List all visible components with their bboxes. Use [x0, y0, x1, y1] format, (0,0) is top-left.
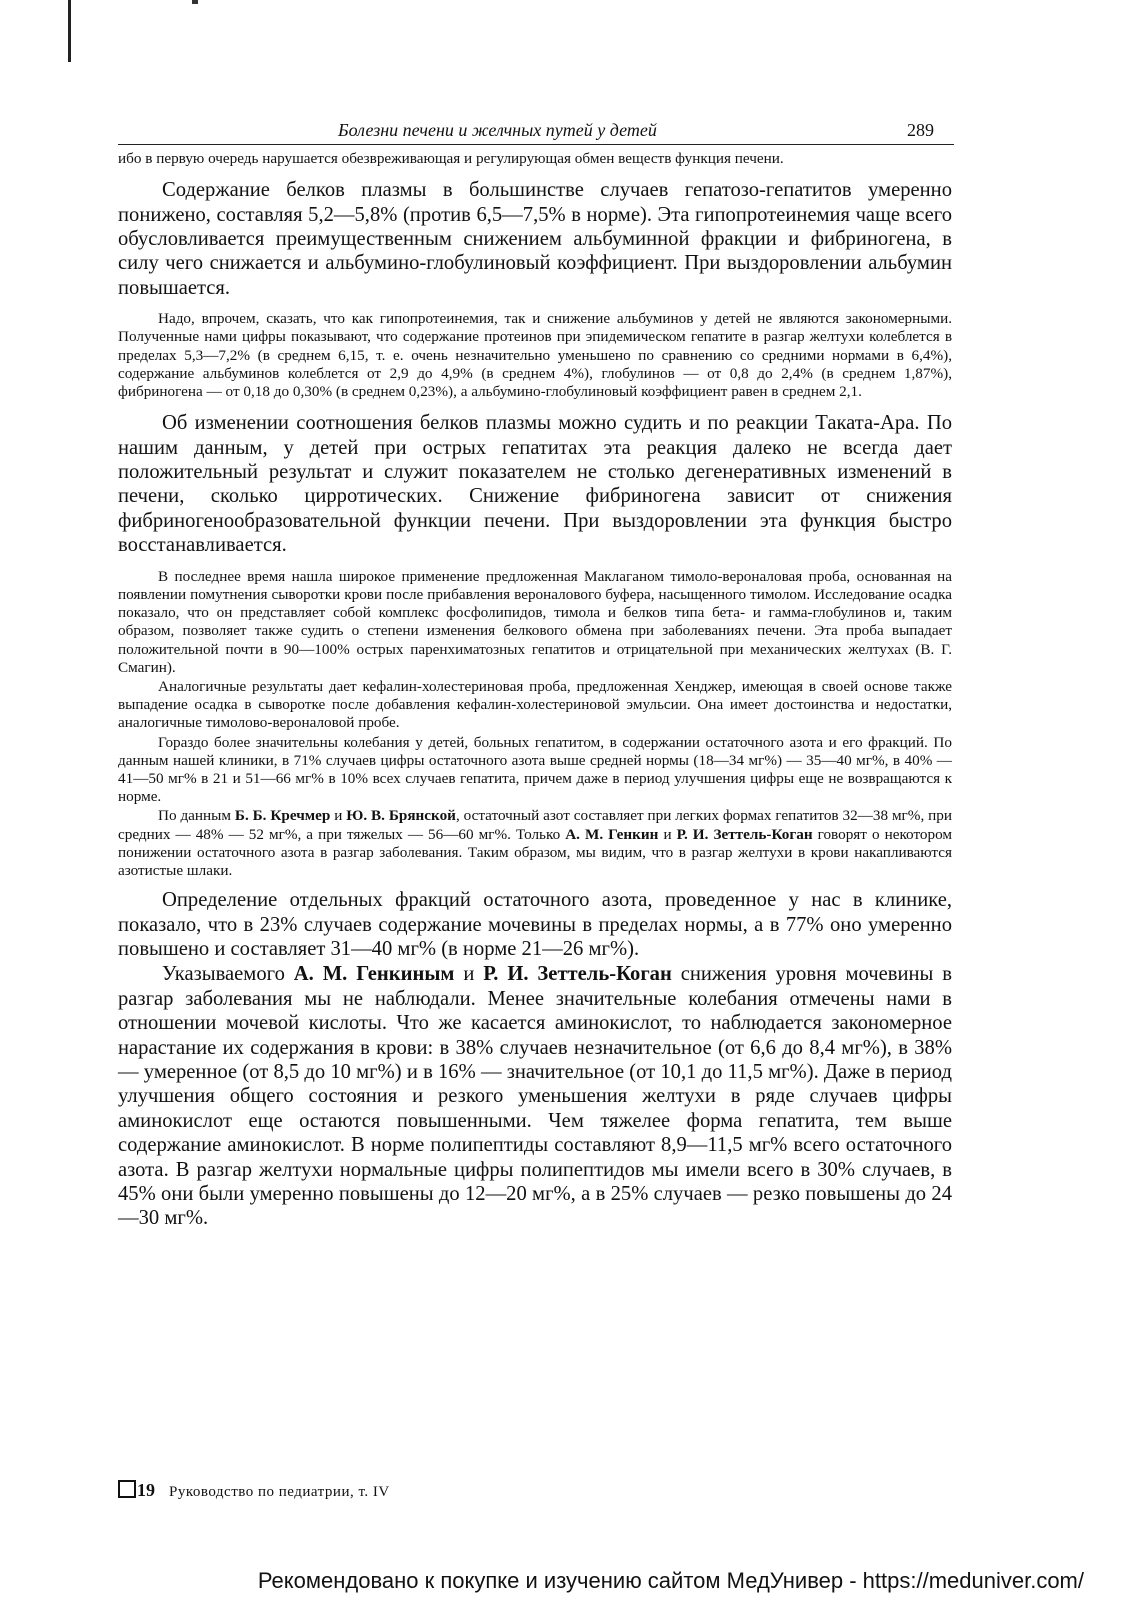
paragraph-7: Гораздо более значительны колебания у детей, больных гепатитом, в содержании остаточного азота и его фракций. По данным нашей клиники, в 71% случаев цифры остаточного азота выше средней нормы (18—34 мг%) — 35—40 мг%, в 40% — 41—50 мг% в 21 и 51—66 мг% в 10% всех случаев гепатита, причем даже в период улучшения цифры еще не возвращаются к норме. — [118, 733, 952, 806]
author-name-zettel-kogan: Р. И. Зеттель-Коган — [676, 825, 813, 843]
paragraph-10-text-2: снижения уровня мочевины в разгар заболевания мы не наблюдали. Менее значительные колебания отмечены нами в отношении мочевой кислоты. Что же касается аминокислот, то наблюдается закономерное нарастание их содержания в крови: в 38% случаев незначительное (от 6,6 до 8,4 мг%), в 38% — умеренное (от 8,5 до 10 мг%) и в 16% — значительное (от 10,1 до 11,5 мг%). Даже в период улучшения общего состояния и резкого уменьшения желтухи в ряде случаев цифры аминокислот еще остаются повышенными. Чем тяжелее форма гепатита, тем выше содержание аминокислот. В норме полипептиды составляют 8,9—11,5 мг% всего остаточного азота. В разгар желтухи нормальные цифры полипептидов мы имели всего в 30% случаев, в 45% они были умеренно повышены до 12—20 мг%, а в 25% случаев — резко повышены до 24—30 мг%. — [118, 963, 952, 1230]
paragraph-3: Надо, впрочем, сказать, что как гипопротеинемия, так и снижение альбуминов у детей не являются закономерными. Полученные нами цифры показывают, что содержание протеинов при эпидемическом гепатите в разгар желтухи колеблется в пределах 5,3—7,2% (в среднем 6,15, т. е. очень незначительно уменьшено по сравнению со средними нормами в 6,4%), содержание альбуминов колеблется от 2,9 до 4,9% (в среднем 4%), глобулинов — от 0,8 до 2,4% (в среднем 1,87%), фибриногена — от 0,18 до 0,30% (в среднем 0,23%), а альбумино-глобулиновый коэффициент равен в среднем 2,1. — [118, 310, 952, 401]
author-name-krechmer: Б. Б. Кречмер — [234, 807, 331, 825]
author-name-genkin-2: А. М. Генкиным — [293, 963, 455, 986]
running-title: Болезни печени и желчных путей у детей — [338, 120, 657, 140]
paragraph-8 — [118, 807, 952, 880]
author-name-genkin: А. М. Генкин — [565, 825, 659, 843]
paragraph-6: Аналогичные результаты дает кефалин-холестериновая проба, предложенная Хенджер, имеющая в своей основе также выпадение осадка в сыворотке после добавления кефалин-холестериновой эмульсии. Она имеет достоинства и недостатки, аналогичные тимолово-вероналовой пробе. — [118, 677, 952, 732]
paragraph-5: В последнее время нашла широкое применение предложенная Маклаганом тимоло-вероналовая проба, основанная на появлении помутнения сыворотки крови после прибавления вероналового буфера, насыщенного тимолом. Исследование осадка показало, что он представляет собой комплекс фосфолипидов, тимола и белков типа бета- и гамма-глобулинов и, таким образом, позволяет также судить о степени изменения белкового обмена при заболеваниях печени. Эта проба выпадает положительной почти в 90—100% острых паренхиматозных гепатитов и отрицательной при механических желтухах (В. Г. Смагин). — [118, 567, 952, 676]
paragraph-10 — [118, 962, 952, 1230]
page-body — [118, 150, 952, 1231]
signature-box-icon — [118, 1480, 136, 1498]
paragraph-10-text-1: Указываемого — [162, 963, 294, 986]
book-title: Руководство по педиатрии, т. IV — [169, 1484, 390, 1500]
paragraph-8-text-1: По данным — [158, 807, 235, 825]
author-name-zettel-kogan-2: Р. И. Зеттель-Коган — [483, 963, 672, 986]
paragraph-4: Об изменении соотношения белков плазмы можно судить и по реакции Таката-Ара. По нашим данным, у детей при острых гепатитах эта реакция далеко не всегда дает положительный результат и служит показателем не столько дегенеративных изменений в печени, сколько цирротических. Снижение фибриногена зависит от снижения фибриногенообразовательной функции печени. При выздоровлении эта функция быстро восстанавливается. — [118, 412, 952, 557]
paragraph-2: Содержание белков плазмы в большинстве случаев гепатозо-гепатитов умеренно понижено, составляя 5,2—5,8% (против 6,5—7,5% в норме). Эта гипопротеинемия чаще всего обусловливается преимущественным снижением альбуминной фракции и фибриногена, в силу чего снижается и альбумино-глобулиновый коэффициент. При выздоровлении альбумин повышается. — [118, 179, 952, 299]
paragraph-1: ибо в первую очередь нарушается обезвреживающая и регулирующая обмен веществ функция печени. — [118, 150, 784, 167]
page-header — [118, 116, 954, 145]
paragraph-10-and: и — [454, 963, 484, 986]
paragraph-9: Определение отдельных фракций остаточного азота, проведенное у нас в клинике, показало, что в 23% случаев содержание мочевины в пределах нормы, а в 77% оно умеренно повышено и составляет 31—40 мг% (в норме 21—26 мг%). — [118, 889, 952, 960]
scan-edge-mark — [68, 0, 71, 62]
paragraph-8-text-2: , остаточный азот составляет при легких формах гепатитов 32—38 мг%, при средних — 48% — 52 мг%, а при тяжелых — 56—60 мг%. Только — [118, 807, 952, 843]
page-footer — [118, 1480, 390, 1501]
watermark-text: Рекомендовано к покупке и изучению сайтом МедУнивер - https://meduniver.com/ — [257, 1568, 1084, 1593]
author-name-bryanskaya: Ю. В. Брянской — [346, 807, 456, 825]
signature-number: 19 — [137, 1480, 155, 1500]
paragraph-8-text-3: говорят о некотором понижении остаточного азота в разгар заболевания. Таким образом, мы видим, что в разгар желтухи в крови накапливаются азотистые шлаки. — [118, 825, 952, 879]
page-number: 289 — [907, 120, 934, 140]
paragraph-8-and-1: и — [330, 807, 347, 825]
scan-dot-mark — [192, 0, 198, 4]
paragraph-8-and-2: и — [658, 825, 677, 843]
